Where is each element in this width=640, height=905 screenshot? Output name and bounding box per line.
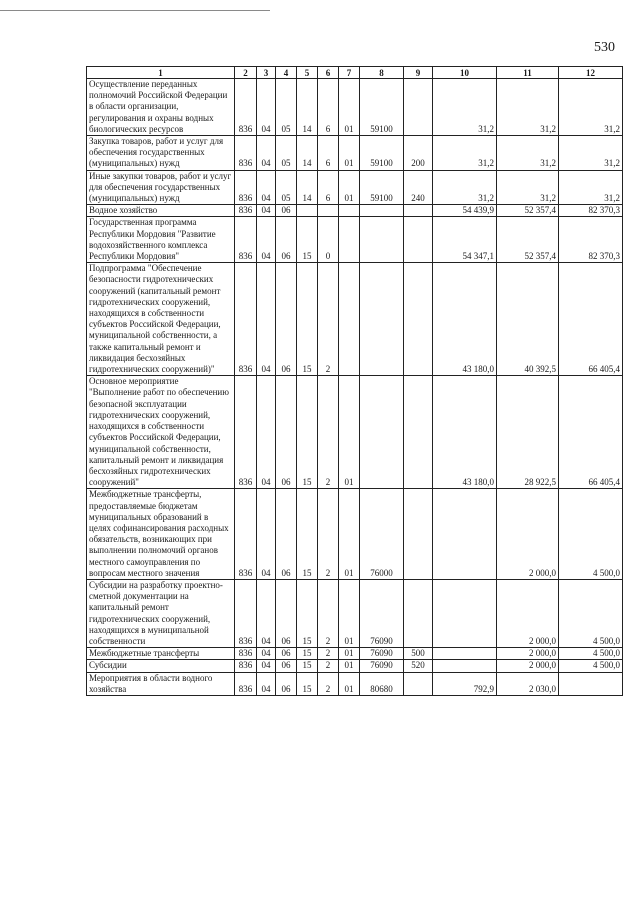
row-name: Осуществление переданных полномочий Российской Федерации в области организации, регулирования и охраны водных биологических ресурсов <box>87 79 235 136</box>
budget-table <box>86 66 623 696</box>
amount-col-11: 31,2 <box>497 79 559 136</box>
table-row <box>87 672 623 695</box>
amount-col-12: 82 370,3 <box>559 217 623 263</box>
expense-type-code <box>404 217 433 263</box>
direction-code: 59100 <box>360 170 404 205</box>
amount-col-11: 52 357,4 <box>497 217 559 263</box>
direction-code: 80680 <box>360 672 404 695</box>
program-code: 15 <box>297 660 318 672</box>
subsection-code: 05 <box>276 170 297 205</box>
table-row <box>87 376 623 489</box>
subprogram-code: 0 <box>318 217 339 263</box>
amount-col-12: 4 500,0 <box>559 489 623 580</box>
section-code: 04 <box>257 660 276 672</box>
amount-col-12: 82 370,3 <box>559 205 623 217</box>
row-name: Водное хозяйство <box>87 205 235 217</box>
table-row <box>87 79 623 136</box>
section-code: 04 <box>257 672 276 695</box>
expense-type-code <box>404 672 433 695</box>
subprogram-code: 2 <box>318 263 339 376</box>
admin-code: 836 <box>235 263 257 376</box>
subsection-code: 06 <box>276 579 297 647</box>
program-code <box>297 205 318 217</box>
admin-code: 836 <box>235 79 257 136</box>
amount-col-10: 31,2 <box>433 79 497 136</box>
amount-col-10: 31,2 <box>433 170 497 205</box>
subprogram-code: 2 <box>318 672 339 695</box>
direction-code <box>360 376 404 489</box>
section-code: 04 <box>257 263 276 376</box>
subsection-code: 06 <box>276 376 297 489</box>
row-name: Государственная программа Республики Мордовия "Развитие водохозяйственного комплекса Республики Мордовия" <box>87 217 235 263</box>
program-code: 15 <box>297 489 318 580</box>
program-code: 15 <box>297 648 318 660</box>
column-header: 1 <box>87 67 235 79</box>
section-code: 04 <box>257 136 276 171</box>
subsection-code: 06 <box>276 489 297 580</box>
admin-code: 836 <box>235 672 257 695</box>
event-code: 01 <box>339 648 360 660</box>
event-code: 01 <box>339 579 360 647</box>
program-code: 15 <box>297 376 318 489</box>
expense-type-code <box>404 489 433 580</box>
amount-col-11: 2 000,0 <box>497 648 559 660</box>
amount-col-10 <box>433 489 497 580</box>
amount-col-10: 43 180,0 <box>433 376 497 489</box>
expense-type-code: 240 <box>404 170 433 205</box>
program-code: 14 <box>297 170 318 205</box>
row-name: Субсидии <box>87 660 235 672</box>
amount-col-10: 54 439,9 <box>433 205 497 217</box>
amount-col-10: 31,2 <box>433 136 497 171</box>
section-code: 04 <box>257 648 276 660</box>
amount-col-12: 31,2 <box>559 79 623 136</box>
amount-col-10 <box>433 579 497 647</box>
direction-code: 76090 <box>360 660 404 672</box>
expense-type-code <box>404 79 433 136</box>
admin-code: 836 <box>235 217 257 263</box>
amount-col-12: 4 500,0 <box>559 648 623 660</box>
row-name: Закупка товаров, работ и услуг для обеспечения государственных (муниципальных) нужд <box>87 136 235 171</box>
subprogram-code: 6 <box>318 170 339 205</box>
direction-code: 76000 <box>360 489 404 580</box>
event-code <box>339 205 360 217</box>
section-code: 04 <box>257 170 276 205</box>
amount-col-11: 2 000,0 <box>497 660 559 672</box>
amount-col-12: 66 405,4 <box>559 376 623 489</box>
amount-col-11: 40 392,5 <box>497 263 559 376</box>
column-header: 8 <box>360 67 404 79</box>
table-row <box>87 648 623 660</box>
column-header: 7 <box>339 67 360 79</box>
column-header: 4 <box>276 67 297 79</box>
program-code: 15 <box>297 579 318 647</box>
event-code: 01 <box>339 660 360 672</box>
admin-code: 836 <box>235 170 257 205</box>
amount-col-10: 43 180,0 <box>433 263 497 376</box>
admin-code: 836 <box>235 660 257 672</box>
subsection-code: 06 <box>276 660 297 672</box>
amount-col-12: 31,2 <box>559 136 623 171</box>
row-name: Межбюджетные трансферты <box>87 648 235 660</box>
amount-col-12: 4 500,0 <box>559 660 623 672</box>
amount-col-10: 54 347,1 <box>433 217 497 263</box>
amount-col-11: 28 922,5 <box>497 376 559 489</box>
program-code: 15 <box>297 217 318 263</box>
program-code: 14 <box>297 79 318 136</box>
subsection-code: 05 <box>276 136 297 171</box>
amount-col-11: 52 357,4 <box>497 205 559 217</box>
program-code: 15 <box>297 263 318 376</box>
admin-code: 836 <box>235 376 257 489</box>
amount-col-10: 792,9 <box>433 672 497 695</box>
expense-type-code: 200 <box>404 136 433 171</box>
direction-code <box>360 205 404 217</box>
column-header: 11 <box>497 67 559 79</box>
direction-code: 76090 <box>360 579 404 647</box>
admin-code: 836 <box>235 205 257 217</box>
amount-col-11: 2 000,0 <box>497 579 559 647</box>
event-code <box>339 263 360 376</box>
section-code: 04 <box>257 579 276 647</box>
direction-code: 59100 <box>360 79 404 136</box>
subprogram-code: 2 <box>318 648 339 660</box>
amount-col-11: 31,2 <box>497 136 559 171</box>
table-row <box>87 136 623 171</box>
table-row <box>87 205 623 217</box>
section-code: 04 <box>257 489 276 580</box>
amount-col-12 <box>559 672 623 695</box>
row-name: Подпрограмма "Обеспечение безопасности гидротехнических сооружений (капитальный ремонт гидротехнических сооружений, находящихся в собственности субъектов Российской Федерации, муниципальной собственности, а также капитальный ремонт и ликвидация бесхозяйных гидротехнических сооружений)" <box>87 263 235 376</box>
column-header: 2 <box>235 67 257 79</box>
section-code: 04 <box>257 376 276 489</box>
amount-col-12: 66 405,4 <box>559 263 623 376</box>
subprogram-code: 2 <box>318 579 339 647</box>
event-code: 01 <box>339 489 360 580</box>
event-code <box>339 217 360 263</box>
table-row <box>87 579 623 647</box>
subprogram-code: 2 <box>318 660 339 672</box>
expense-type-code <box>404 263 433 376</box>
expense-type-code <box>404 376 433 489</box>
subsection-code: 06 <box>276 648 297 660</box>
amount-col-11: 2 000,0 <box>497 489 559 580</box>
table-row <box>87 217 623 263</box>
column-header: 5 <box>297 67 318 79</box>
direction-code: 76090 <box>360 648 404 660</box>
subprogram-code: 6 <box>318 136 339 171</box>
column-header: 9 <box>404 67 433 79</box>
row-name: Межбюджетные трансферты, предоставляемые бюджетам муниципальных образований в целях софинансирования расходных обязательств, возникающих при выполнении полномочий органов местного самоуправления по вопросам местного значения <box>87 489 235 580</box>
header-row <box>87 67 623 79</box>
admin-code: 836 <box>235 648 257 660</box>
page-number: 530 <box>594 40 615 55</box>
subsection-code: 06 <box>276 263 297 376</box>
admin-code: 836 <box>235 489 257 580</box>
event-code: 01 <box>339 170 360 205</box>
subsection-code: 05 <box>276 79 297 136</box>
expense-type-code: 520 <box>404 660 433 672</box>
direction-code: 59100 <box>360 136 404 171</box>
expense-type-code <box>404 205 433 217</box>
column-header: 6 <box>318 67 339 79</box>
row-name: Мероприятия в области водного хозяйства <box>87 672 235 695</box>
subprogram-code: 6 <box>318 79 339 136</box>
event-code: 01 <box>339 376 360 489</box>
subsection-code: 06 <box>276 205 297 217</box>
admin-code: 836 <box>235 579 257 647</box>
row-name: Субсидии на разработку проектно-сметной документации на капитальный ремонт гидротехнических сооружений, находящихся в муниципальной собственности <box>87 579 235 647</box>
subprogram-code: 2 <box>318 489 339 580</box>
direction-code <box>360 217 404 263</box>
table-row <box>87 489 623 580</box>
column-header: 3 <box>257 67 276 79</box>
row-name: Иные закупки товаров, работ и услуг для обеспечения государственных (муниципальных) нужд <box>87 170 235 205</box>
direction-code <box>360 263 404 376</box>
amount-col-11: 2 030,0 <box>497 672 559 695</box>
amount-col-10 <box>433 660 497 672</box>
program-code: 15 <box>297 672 318 695</box>
amount-col-11: 31,2 <box>497 170 559 205</box>
table-row <box>87 263 623 376</box>
table-row <box>87 170 623 205</box>
admin-code: 836 <box>235 136 257 171</box>
event-code: 01 <box>339 136 360 171</box>
row-name: Основное мероприятие "Выполнение работ по обеспечению безопасной эксплуатации гидротехнических сооружений, находящихся в собственности субъектов Российской Федерации, муниципальной собственности, капитальный ремонт и ликвидация бесхозяйных гидротехнических сооружений" <box>87 376 235 489</box>
expense-type-code <box>404 579 433 647</box>
scan-edge-line <box>0 10 270 11</box>
column-header: 10 <box>433 67 497 79</box>
amount-col-10 <box>433 648 497 660</box>
table-body <box>87 79 623 696</box>
table-row <box>87 660 623 672</box>
subsection-code: 06 <box>276 217 297 263</box>
section-code: 04 <box>257 205 276 217</box>
subprogram-code <box>318 205 339 217</box>
amount-col-12: 31,2 <box>559 170 623 205</box>
event-code: 01 <box>339 79 360 136</box>
amount-col-12: 4 500,0 <box>559 579 623 647</box>
section-code: 04 <box>257 79 276 136</box>
event-code: 01 <box>339 672 360 695</box>
subsection-code: 06 <box>276 672 297 695</box>
program-code: 14 <box>297 136 318 171</box>
expense-type-code: 500 <box>404 648 433 660</box>
subprogram-code: 2 <box>318 376 339 489</box>
section-code: 04 <box>257 217 276 263</box>
column-header: 12 <box>559 67 623 79</box>
